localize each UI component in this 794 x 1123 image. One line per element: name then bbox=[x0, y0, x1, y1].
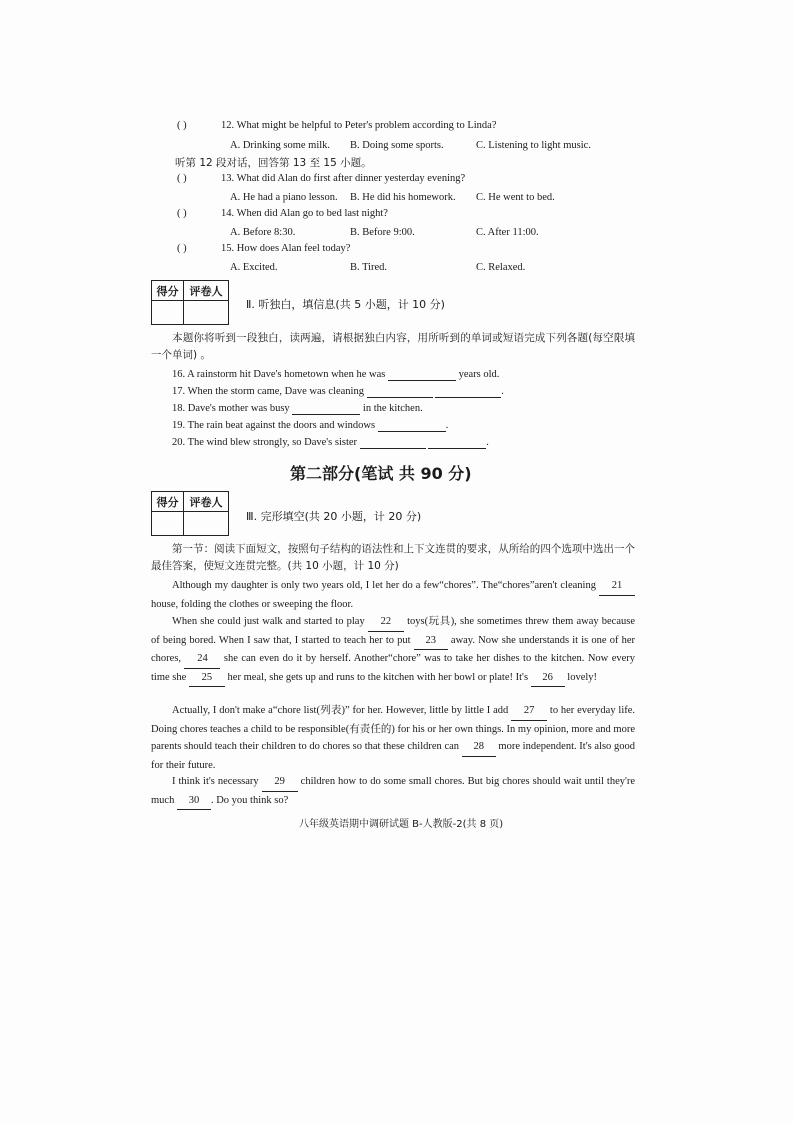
cloze-blank-21[interactable]: 21 bbox=[599, 577, 635, 596]
answer-blank-17a[interactable] bbox=[367, 386, 433, 398]
cloze-blank-29[interactable]: 29 bbox=[262, 773, 298, 792]
fill-item-19: 19. The rain beat against the doors and windows . bbox=[172, 420, 449, 431]
passage-paragraph-4: I think it's necessary 29 children how to do some small chores. But big chores should wait until they're much 30 . Do you think so? bbox=[151, 773, 635, 810]
cloze-blank-23[interactable]: 23 bbox=[414, 632, 448, 651]
fill-item-18: 18. Dave's mother was busy in the kitchen. bbox=[172, 403, 423, 414]
passage-paragraph-2: When she could just walk and started to play 22 toys(玩具), she sometimes threw them away because of being bored. When I saw that, I started to teach her to put 23 away. Now she understands it is one of her chores, 24 she can even do it by herself. Another“chore” was to take her dishes to the kitchen. Now every time she 25 her meal, she gets up and runs to the kitchen with her bowl or plate! It's 26 lovely! bbox=[151, 613, 635, 687]
fill-item-16: 16. A rainstorm hit Dave's hometown when he was years old. bbox=[172, 369, 500, 380]
passage-paragraph-3: Actually, I don't make a“chore list(列表)” for her. However, little by little I add 27 to her everyday life. Doing chores teaches a child to be responsible(有责任的) for his or her own things. In my opinion, more and more parents should teach their children to do chores so that these children can 28 more independent. It's also good for their future. bbox=[151, 702, 635, 774]
answer-blank-19[interactable] bbox=[378, 420, 446, 432]
fill-item-17: 17. When the storm came, Dave was cleaning . bbox=[172, 386, 504, 397]
option-12c: C. Listening to light music. bbox=[476, 140, 591, 151]
option-12a: A. Drinking some milk. bbox=[230, 140, 331, 151]
cloze-blank-25[interactable]: 25 bbox=[189, 669, 225, 688]
answer-blank-20b[interactable] bbox=[428, 437, 486, 449]
section-3-title: Ⅲ. 完形填空(共 20 小题，计 20 分) bbox=[246, 510, 422, 523]
option-13b: B. He did his homework. bbox=[350, 192, 456, 203]
part-2-title: 第二部分(笔试 共 90 分) bbox=[290, 464, 472, 483]
section-2-instruction: 本题你将听到一段独白，读两遍，请根据独白内容，用所听到的单词或短语完成下列各题(每空限填一个单词) 。 bbox=[151, 332, 635, 361]
grader-label: 评卷人 bbox=[184, 281, 228, 301]
cloze-blank-27[interactable]: 27 bbox=[511, 702, 547, 721]
fill-item-20: 20. The wind blew strongly, so Dave's sister . bbox=[172, 437, 489, 448]
page-footer: 八年级英语期中调研试题 B-人教版-2(共 8 页) bbox=[299, 819, 504, 830]
section-3-instruction: 第一节：阅读下面短文，按照句子结构的语法性和上下文连贯的要求，从所给的四个选项中选出一个最佳答案，使短文连贯完整。(共 10 小题，计 10 分) bbox=[151, 543, 635, 572]
option-12b: B. Doing some sports. bbox=[350, 140, 444, 151]
option-15a: A. Excited. bbox=[230, 262, 278, 273]
score-label: 得分 bbox=[152, 492, 184, 512]
cloze-blank-30[interactable]: 30 bbox=[177, 792, 211, 811]
answer-blank-17b[interactable] bbox=[435, 386, 501, 398]
grader-label: 评卷人 bbox=[184, 492, 228, 512]
score-cell[interactable] bbox=[152, 512, 184, 535]
score-box-section-3 bbox=[151, 491, 229, 536]
score-cell[interactable] bbox=[152, 301, 184, 324]
grader-cell[interactable] bbox=[184, 301, 228, 324]
cloze-blank-28[interactable]: 28 bbox=[462, 738, 496, 757]
score-box-section-2 bbox=[151, 280, 229, 325]
option-13c: C. He went to bed. bbox=[476, 192, 555, 203]
passage-paragraph-1: Although my daughter is only two years old, I let her do a few“chores”. The“chores”aren't cleaning 21 house, folding the clothes or sweeping the floor. bbox=[151, 577, 635, 613]
section-2-title: Ⅱ. 听独白，填信息(共 5 小题，计 10 分) bbox=[246, 298, 445, 311]
question-12: ( ) 12. What might be helpful to Peter's problem according to Linda? bbox=[177, 120, 497, 131]
answer-blank-18[interactable] bbox=[292, 403, 360, 415]
grader-cell[interactable] bbox=[184, 512, 228, 535]
option-14b: B. Before 9:00. bbox=[350, 227, 415, 238]
option-15b: B. Tired. bbox=[350, 262, 388, 273]
answer-blank-20a[interactable] bbox=[360, 437, 426, 449]
question-14: ( ) 14. When did Alan go to bed last night? bbox=[177, 208, 388, 219]
option-14a: A. Before 8:30. bbox=[230, 227, 296, 238]
cloze-blank-26[interactable]: 26 bbox=[531, 669, 565, 688]
cloze-blank-22[interactable]: 22 bbox=[368, 613, 404, 632]
option-13a: A. He had a piano lesson. bbox=[230, 192, 338, 203]
cloze-blank-24[interactable]: 24 bbox=[184, 650, 220, 669]
question-15: ( ) 15. How does Alan feel today? bbox=[177, 243, 351, 254]
dialog-12-instruction: 听第 12 段对话，回答第 13 至 15 小题。 bbox=[175, 157, 372, 169]
option-15c: C. Relaxed. bbox=[476, 262, 526, 273]
question-13: ( ) 13. What did Alan do first after dinner yesterday evening? bbox=[177, 173, 466, 184]
answer-blank-16[interactable] bbox=[388, 369, 456, 381]
score-label: 得分 bbox=[152, 281, 184, 301]
option-14c: C. After 11:00. bbox=[476, 227, 539, 238]
